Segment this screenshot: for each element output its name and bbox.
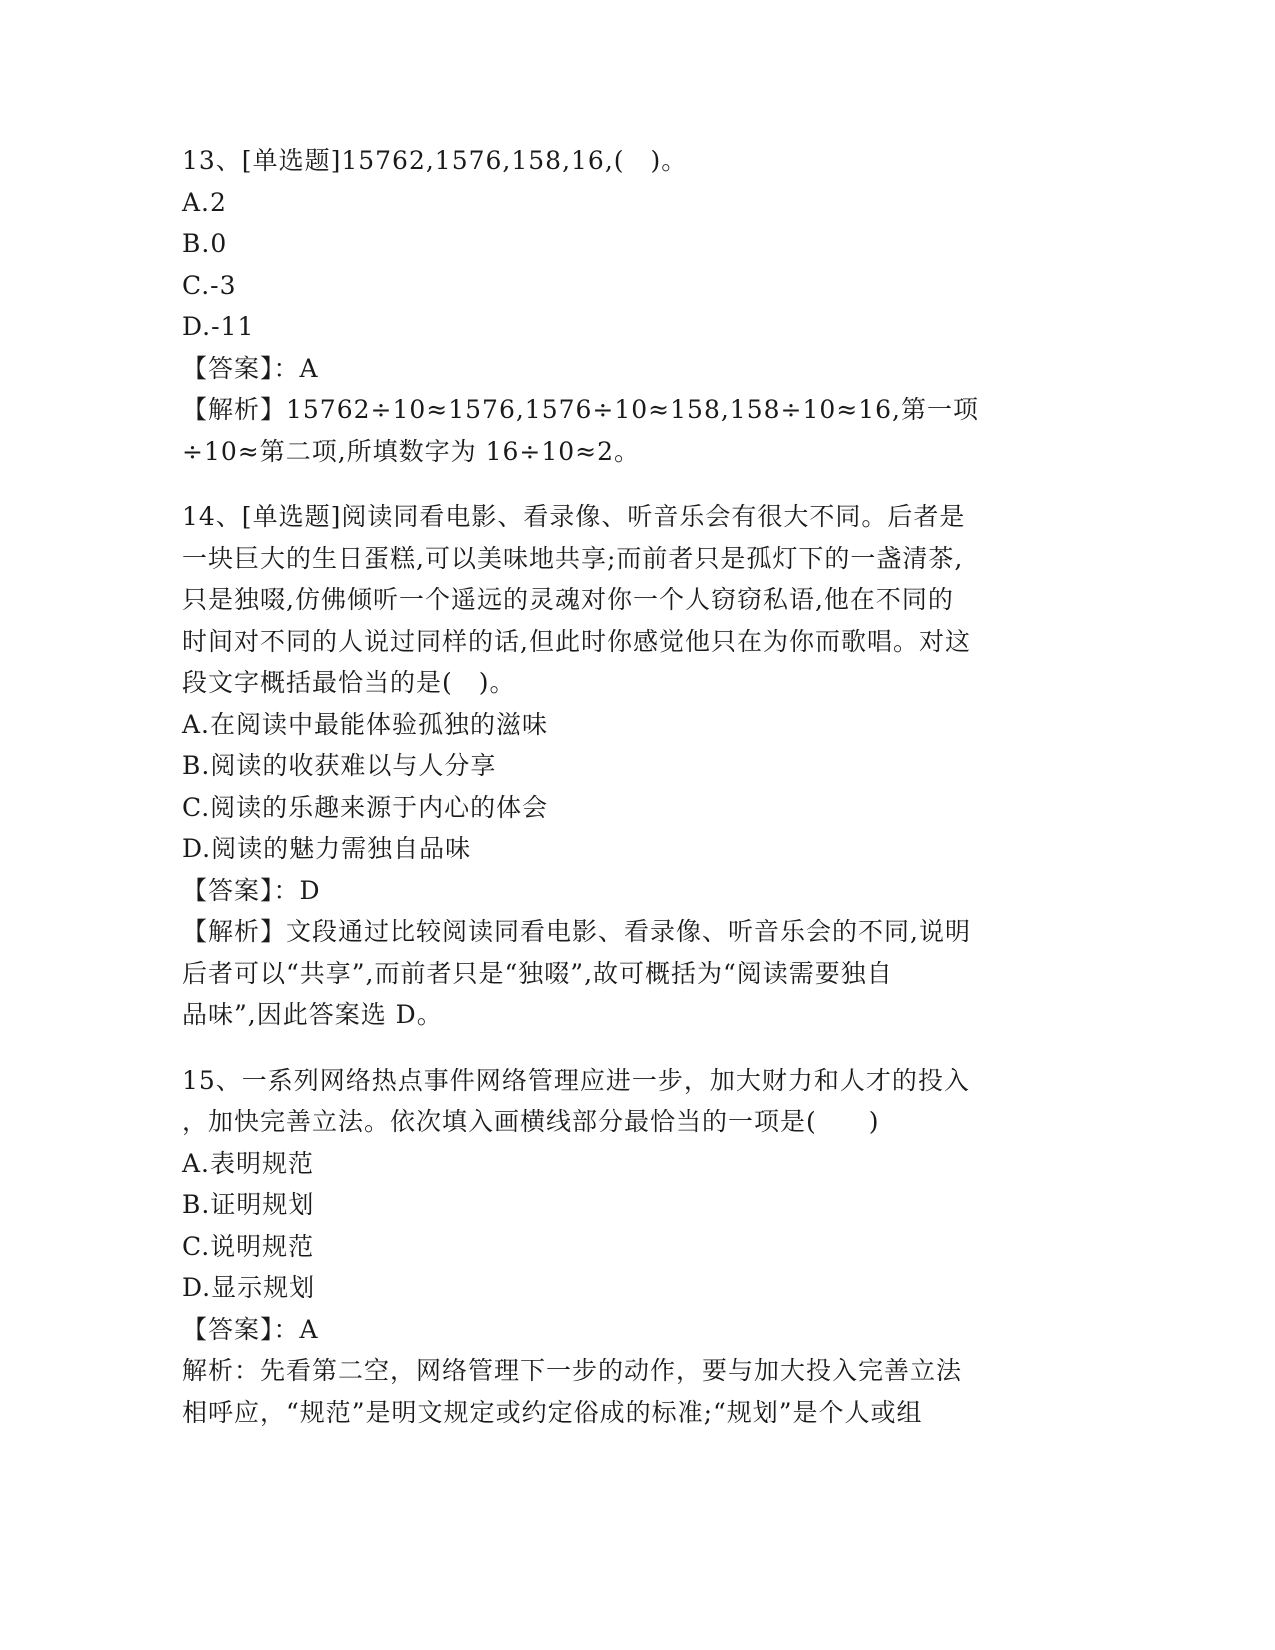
option-b: B.0 [182, 229, 228, 258]
question-spacer [182, 472, 1062, 496]
explanation-line: 后者可以“共享”,而前者只是“独啜”,故可概括为“阅读需要独自 [182, 958, 893, 988]
option-b: B.证明规划 [182, 1190, 315, 1219]
explanation-line: 相呼应，“规范”是明文规定或约定俗成的标准;“规划”是个人或组 [182, 1397, 923, 1427]
explanation-line: 【解析】文段通过比较阅读同看电影、看录像、听音乐会的不同,说明 [182, 917, 971, 946]
answer-line: 【答案】：D [182, 875, 321, 905]
question-spacer [182, 1036, 1062, 1060]
document-page [182, 140, 1062, 1433]
option-c: C.说明规范 [182, 1231, 315, 1261]
explanation-line: ÷10≈第二项,所填数字为 16÷10≈2。 [182, 436, 641, 466]
question-stem: 14、[单选题]阅读同看电影、看录像、听音乐会有很大不同。后者是 [182, 502, 966, 531]
question-15 [182, 1060, 1062, 1434]
question-stem: ，加快完善立法。依次填入画横线部分最恰当的一项是( ) [182, 1107, 880, 1136]
answer-line: 【答案】：A [182, 353, 319, 383]
option-c: C.阅读的乐趣来源于内心的体会 [182, 792, 549, 822]
option-a: A.表明规范 [182, 1148, 315, 1178]
question-stem: 15、一系列网络热点事件网络管理应进一步，加大财力和人才的投入 [182, 1065, 970, 1095]
question-14 [182, 496, 1062, 1036]
question-13 [182, 140, 1062, 472]
option-d: D.-11 [182, 312, 255, 341]
option-b: B.阅读的收获难以与人分享 [182, 751, 497, 780]
option-a: A.在阅读中最能体验孤独的滋味 [182, 709, 549, 739]
explanation-line: 解析：先看第二空，网络管理下一步的动作，要与加大投入完善立法 [182, 1356, 963, 1385]
option-c: C.-3 [182, 270, 237, 300]
explanation-line: 品味”,因此答案选 D。 [182, 1000, 443, 1029]
question-stem: 时间对不同的人说过同样的话,但此时你感觉他只在为你而歌唱。对这 [182, 626, 971, 656]
question-stem: 13、[单选题]15762,1576,158,16,( )。 [182, 146, 688, 175]
option-a: A.2 [182, 187, 227, 217]
question-stem: 只是独啜,仿佛倾听一个遥远的灵魂对你一个人窃窃私语,他在不同的 [182, 585, 954, 614]
option-d: D.显示规划 [182, 1273, 316, 1302]
question-stem: 段文字概括最恰当的是( )。 [182, 668, 516, 697]
question-stem: 一块巨大的生日蛋糕,可以美味地共享;而前者只是孤灯下的一盏清茶, [182, 543, 964, 573]
explanation-line: 【解析】15762÷10≈1576,1576÷10≈158,158÷10≈16,第一项 [182, 395, 979, 424]
answer-line: 【答案】：A [182, 1314, 319, 1344]
option-d: D.阅读的魅力需独自品味 [182, 834, 472, 863]
